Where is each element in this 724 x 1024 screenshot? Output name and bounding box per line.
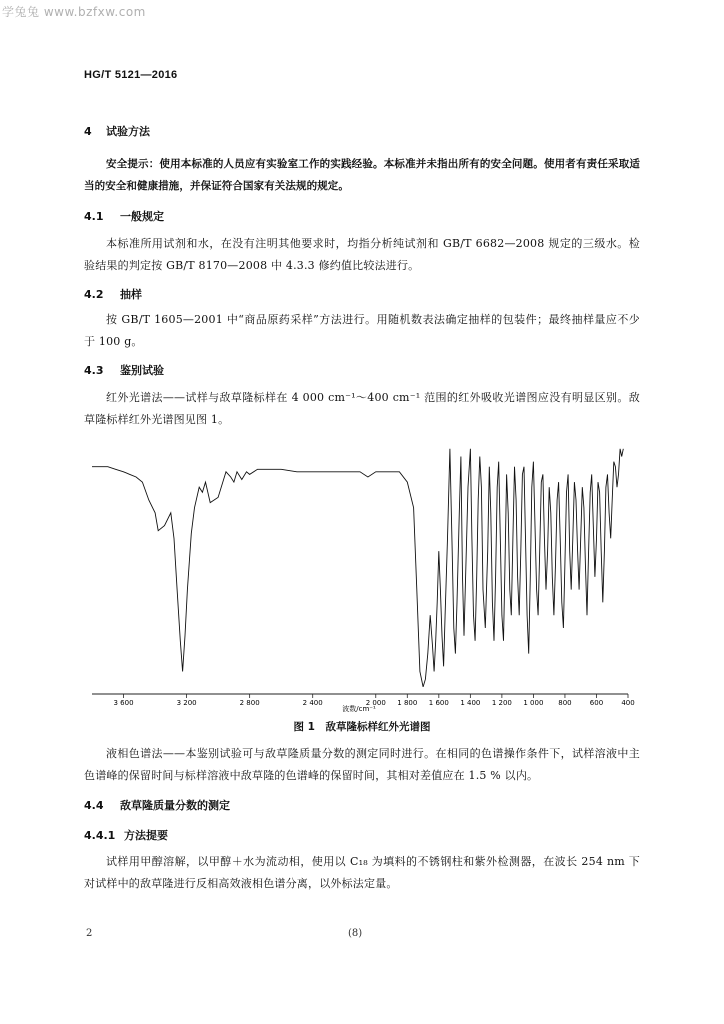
x-tick-label: 3 200 [176,699,197,707]
x-tick-label: 400 [621,699,635,707]
section-title: 鉴别试验 [120,364,164,377]
safety-note: 安全提示：使用本标准的人员应有实验室工作的实践经验。本标准并未指出所有的安全问题。使用者有责任采取适当的安全和健康措施，并保证符合国家有关法规的规定。 [84,158,640,192]
section-4-4-heading [84,797,230,813]
section-4-2-body: 按 GB/T 1605—2001 中“商品原药采样”方法进行。用随机数表法确定抽样的包装件；最终抽样量应不少于 100 g。 [84,313,640,348]
standard-code: HG/T 5121—2016 [84,69,178,81]
x-tick-label: 2 800 [239,699,260,707]
x-tick-label: 2 000 [365,699,386,707]
x-tick-label: 2 400 [302,699,323,707]
section-title: 试验方法 [106,125,150,138]
x-tick-label: 3 600 [113,699,134,707]
x-tick-label: 600 [589,699,604,707]
ir-method-text: 红外光谱法——试样与敌草隆标样在 4 000 cm⁻¹～400 cm⁻¹ 范围的红外吸收光谱图应没有明显区别。敌草隆标样红外光谱图见图 1。 [84,391,640,426]
x-tick-label: 1 000 [523,699,544,707]
x-tick-label: 1 200 [491,699,512,707]
section-number: 4.1 [84,210,104,223]
x-axis-label: 波数/cm⁻¹ [342,705,376,713]
section-4-1-body: 本标准所用试剂和水，在没有注明其他要求时，均指分析纯试剂和 GB/T 6682—2008 规定的三级水。检验结果的判定按 GB/T 8170—2008 中 4.3.3 修约值比较法进行。 [84,237,640,272]
x-tick-label: 800 [558,699,572,707]
section-title: 抽样 [120,288,142,301]
section-number: 4 [84,125,92,138]
section-number: 4.4.1 [84,829,116,842]
x-axis-ticks [124,694,628,698]
section-title: 一般规定 [120,210,164,223]
section-title: 敌草隆质量分数的测定 [120,799,230,812]
figure-1-caption: 图 1 敌草隆标样红外光谱图 [293,721,431,733]
section-number: 4.3 [84,364,104,377]
watermark: 学兔兔 www.bzfxw.com [2,5,146,19]
section-number: 4.2 [84,288,104,301]
x-tick-label: 1 800 [397,699,418,707]
lc-method-text: 液相色谱法——本鉴别试验可与敌草隆质量分数的测定同时进行。在相同的色谱操作条件下，试样溶液中主色谱峰的保留时间与标样溶液中敌草隆的色谱峰的保留时间，其相对差值应在 1.5 % 以内。 [84,747,640,782]
section-title: 方法提要 [124,829,168,842]
x-tick-label: 1 600 [428,699,449,707]
section-4-4-1-heading [84,827,168,843]
x-tick-label: 1 400 [460,699,481,707]
page-number: 2 [86,928,93,939]
section-number: 4.4 [84,799,104,812]
spectrum-line [92,449,623,687]
section-4-4-1-body: 试样用甲醇溶解，以甲醇＋水为流动相，使用以 C₁₈ 为填料的不锈钢柱和紫外检测器，在波长 254 nm 下对试样中的敌草隆进行反相高效液相色谱分离，以外标法定量。 [84,855,640,890]
center-mark: (8) [348,928,363,939]
